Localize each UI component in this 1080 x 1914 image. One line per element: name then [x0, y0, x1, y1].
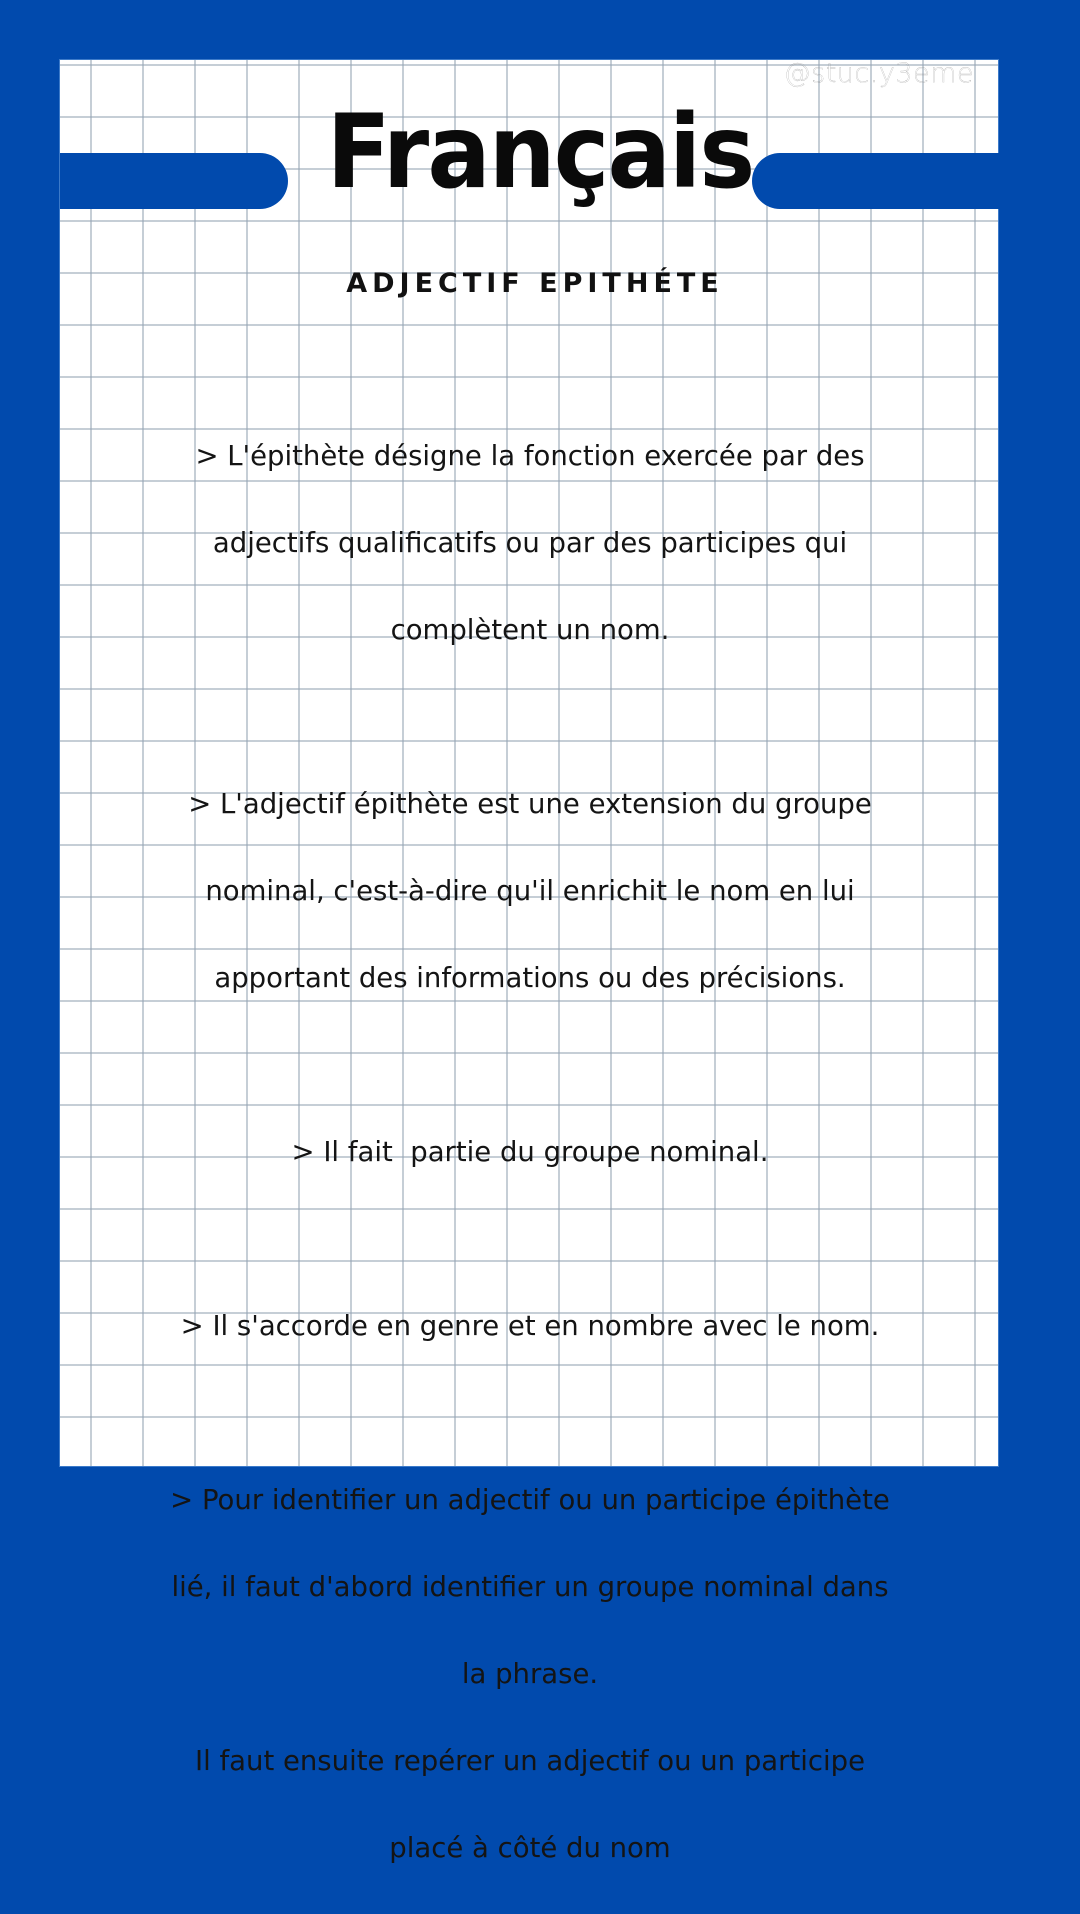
page-title: Français — [326, 93, 754, 212]
text-line: > L'adjectif épithète est une extension du groupe — [188, 787, 872, 820]
text-line: placé à côté du nom — [389, 1831, 671, 1864]
paragraph-agreement — [110, 1261, 950, 1392]
text-line: > Pour identifier un adjectif ou un participe épithète — [170, 1483, 890, 1516]
author-watermark: @stuc.y3eme — [783, 58, 974, 89]
text-line: nominal, c'est-à-dire qu'il enrichit le nom en lui — [205, 874, 855, 907]
page-subtitle: ADJECTIF EPITHÉTE — [346, 268, 724, 299]
text-line: adjectifs qualificatifs ou par des participes qui — [212, 526, 848, 559]
paragraph-definition — [110, 391, 950, 696]
text-line: complètent un nom. — [390, 613, 670, 646]
text-line: apportant des informations ou des précisions. — [214, 961, 846, 994]
lesson-content — [110, 391, 950, 1914]
paragraph-identification — [110, 1435, 950, 1914]
text-line: la phrase. — [461, 1657, 599, 1690]
paragraph-extension — [110, 739, 950, 1044]
text-line: > Il fait partie du groupe nominal. — [291, 1135, 769, 1168]
text-line: > Il s'accorde en genre et en nombre avec le nom. — [180, 1309, 880, 1342]
text-line: lié, il faut d'abord identifier un groupe nominal dans — [171, 1570, 889, 1603]
paragraph-group — [110, 1087, 950, 1218]
text-line: > L'épithète désigne la fonction exercée par des — [195, 439, 865, 472]
text-line: Il faut ensuite repérer un adjectif ou un participe — [194, 1744, 866, 1777]
